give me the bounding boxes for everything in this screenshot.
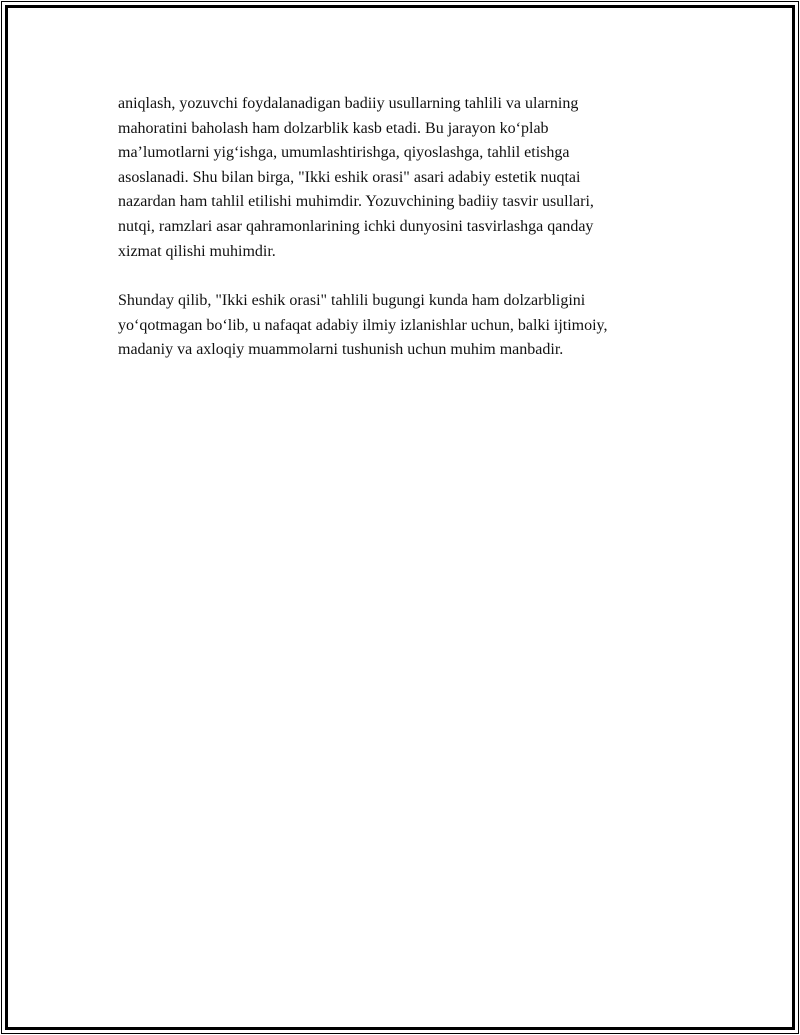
paragraph-1 xyxy=(118,92,698,264)
text-line: nutqi, ramzlari asar qahramonlarining ichki dunyosini tasvirlashga qanday xyxy=(118,217,594,235)
text-line: aniqlash, yozuvchi foydalanadigan badiiy usullarning tahlili va ularning xyxy=(118,95,579,112)
document-body xyxy=(118,92,698,363)
text-line: nazardan ham tahlil etilishi muhimdir. Yozuvchining badiiy tasvir usullari, xyxy=(118,193,594,211)
text-line: asoslanadi. Shu bilan birga, "Ikki eshik orasi" asari adabiy estetik nuqtai xyxy=(118,168,581,186)
text-line: yo‘qotmagan bo‘lib, u nafaqat adabiy ilmiy izlanishlar uchun, balki ijtimoiy, xyxy=(118,316,608,334)
text-line: xizmat qilishi muhimdir. xyxy=(118,242,276,260)
text-line: mahoratini baholash ham dolzarblik kasb etadi. Bu jarayon ko‘plab xyxy=(118,119,549,137)
paragraph-2 xyxy=(118,289,698,363)
text-line: Shunday qilib, "Ikki eshik orasi" tahlili bugungi kunda ham dolzarbligini xyxy=(118,292,586,310)
text-line: madaniy va axloqiy muammolarni tushunish uchun muhim manbadir. xyxy=(118,341,564,359)
text-line: ma’lumotlarni yig‘ishga, umumlashtirishga, qiyoslashga, tahlil etishga xyxy=(118,144,570,162)
